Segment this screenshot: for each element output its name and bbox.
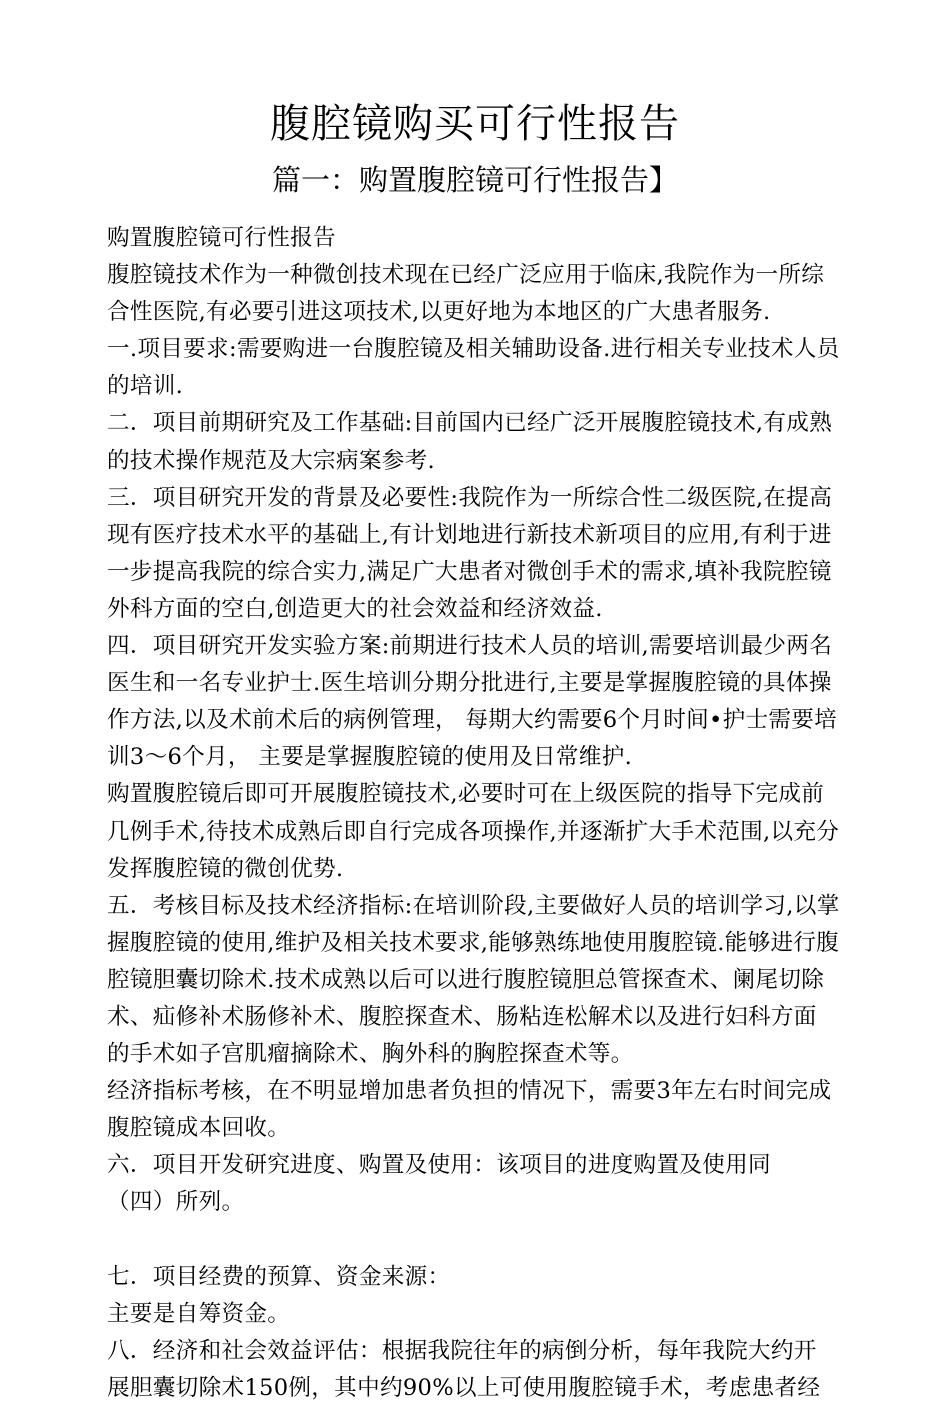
body-line: 七．项目经费的预算、资金来源： — [107, 1263, 451, 1290]
body-line: 几例手术,待技术成熟后即自行完成各项操作,并逐渐扩大手术范围,以充分 — [107, 818, 840, 845]
body-line: 六．项目开发研究进度、购置及使用：该项目的进度购置及使用同 — [107, 1152, 771, 1179]
body-line: 腹腔镜技术作为一种微创技术现在已经广泛应用于临床,我院作为一所综 — [107, 262, 825, 289]
body-line: 医生和一名专业护士.医生培训分期分批进行,主要是掌握腹腔镜的具体操 — [107, 670, 832, 697]
body-line: 的培训. — [107, 373, 184, 400]
body-line: 五．考核目标及技术经济指标:在培训阶段,主要做好人员的培训学习,以掌 — [107, 892, 840, 919]
body-line: 展胆囊切除术150例，其中约90%以上可使用腹腔镜手术，考虑患者经 — [107, 1374, 821, 1401]
body-line: 的手术如子宫肌瘤摘除术、胸外科的胸腔探查术等。 — [107, 1041, 634, 1068]
body-line: （四）所列。 — [107, 1189, 245, 1216]
body-line: 合性医院,有必要引进这项技术,以更好地为本地区的广大患者服务. — [107, 299, 771, 326]
body-line: 发挥腹腔镜的微创优势. — [107, 855, 344, 882]
body-line: 握腹腔镜的使用,维护及相关技术要求,能够熟练地使用腹腔镜.能够进行腹 — [107, 929, 840, 956]
document-title: 腹腔镜购买可行性报告 — [270, 101, 680, 147]
body-line: 腔镜胆囊切除术.技术成熟以后可以进行腹腔镜胆总管探查术、阑尾切除 — [107, 966, 825, 993]
body-line: 现有医疗技术水平的基础上,有计划地进行新技术新项目的应用,有利于进 — [107, 521, 832, 548]
document-body — [107, 220, 867, 1407]
body-line: 的技术操作规范及大宗病案参考. — [107, 447, 435, 474]
body-line: 购置腹腔镜可行性报告 — [107, 225, 336, 251]
body-line: 一步提高我院的综合实力,满足广大患者对微创手术的需求,填补我院腔镜 — [107, 558, 832, 585]
body-line: 术、疝修补术肠修补术、腹腔探查术、肠粘连松解术以及进行妇科方面 — [107, 1003, 817, 1030]
body-line: 三．项目研究开发的背景及必要性:我院作为一所综合性二级医院,在提高 — [107, 484, 833, 511]
body-line: 二．项目前期研究及工作基础:目前国内已经广泛开展腹腔镜技术,有成熟 — [107, 410, 833, 437]
body-line: 八．经济和社会效益评估：根据我院往年的病倒分析，每年我院大约开 — [107, 1337, 817, 1364]
body-line: 主要是自筹资金。 — [107, 1300, 291, 1327]
body-line: 外科方面的空白,创造更大的社会效益和经济效益. — [107, 595, 603, 622]
body-line: 一.项目要求:需要购进一台腹腔镜及相关辅助设备.进行相关专业技术人员 — [107, 336, 840, 363]
body-line: 四．项目研究开发实验方案:前期进行技术人员的培训,需要培训最少两名 — [107, 633, 833, 660]
blank-line — [107, 1222, 867, 1259]
body-line: 经济指标考核，在不明显增加患者负担的情况下，需要3年左右时间完成 — [107, 1078, 832, 1105]
body-line: 购置腹腔镜后即可开展腹腔镜技术,必要时可在上级医院的指导下完成前 — [107, 781, 825, 808]
body-line: 训3〜6个月， 主要是掌握腹腔镜的使用及日常维护. — [107, 744, 633, 771]
body-line: 腹腔镜成本回收。 — [107, 1115, 291, 1142]
document-subtitle: 篇一：购置腹腔镜可行性报告】 — [271, 163, 678, 197]
body-line: 作方法,以及术前术后的病例管理， 每期大约需要6个月时间•护士需要培 — [107, 707, 838, 734]
